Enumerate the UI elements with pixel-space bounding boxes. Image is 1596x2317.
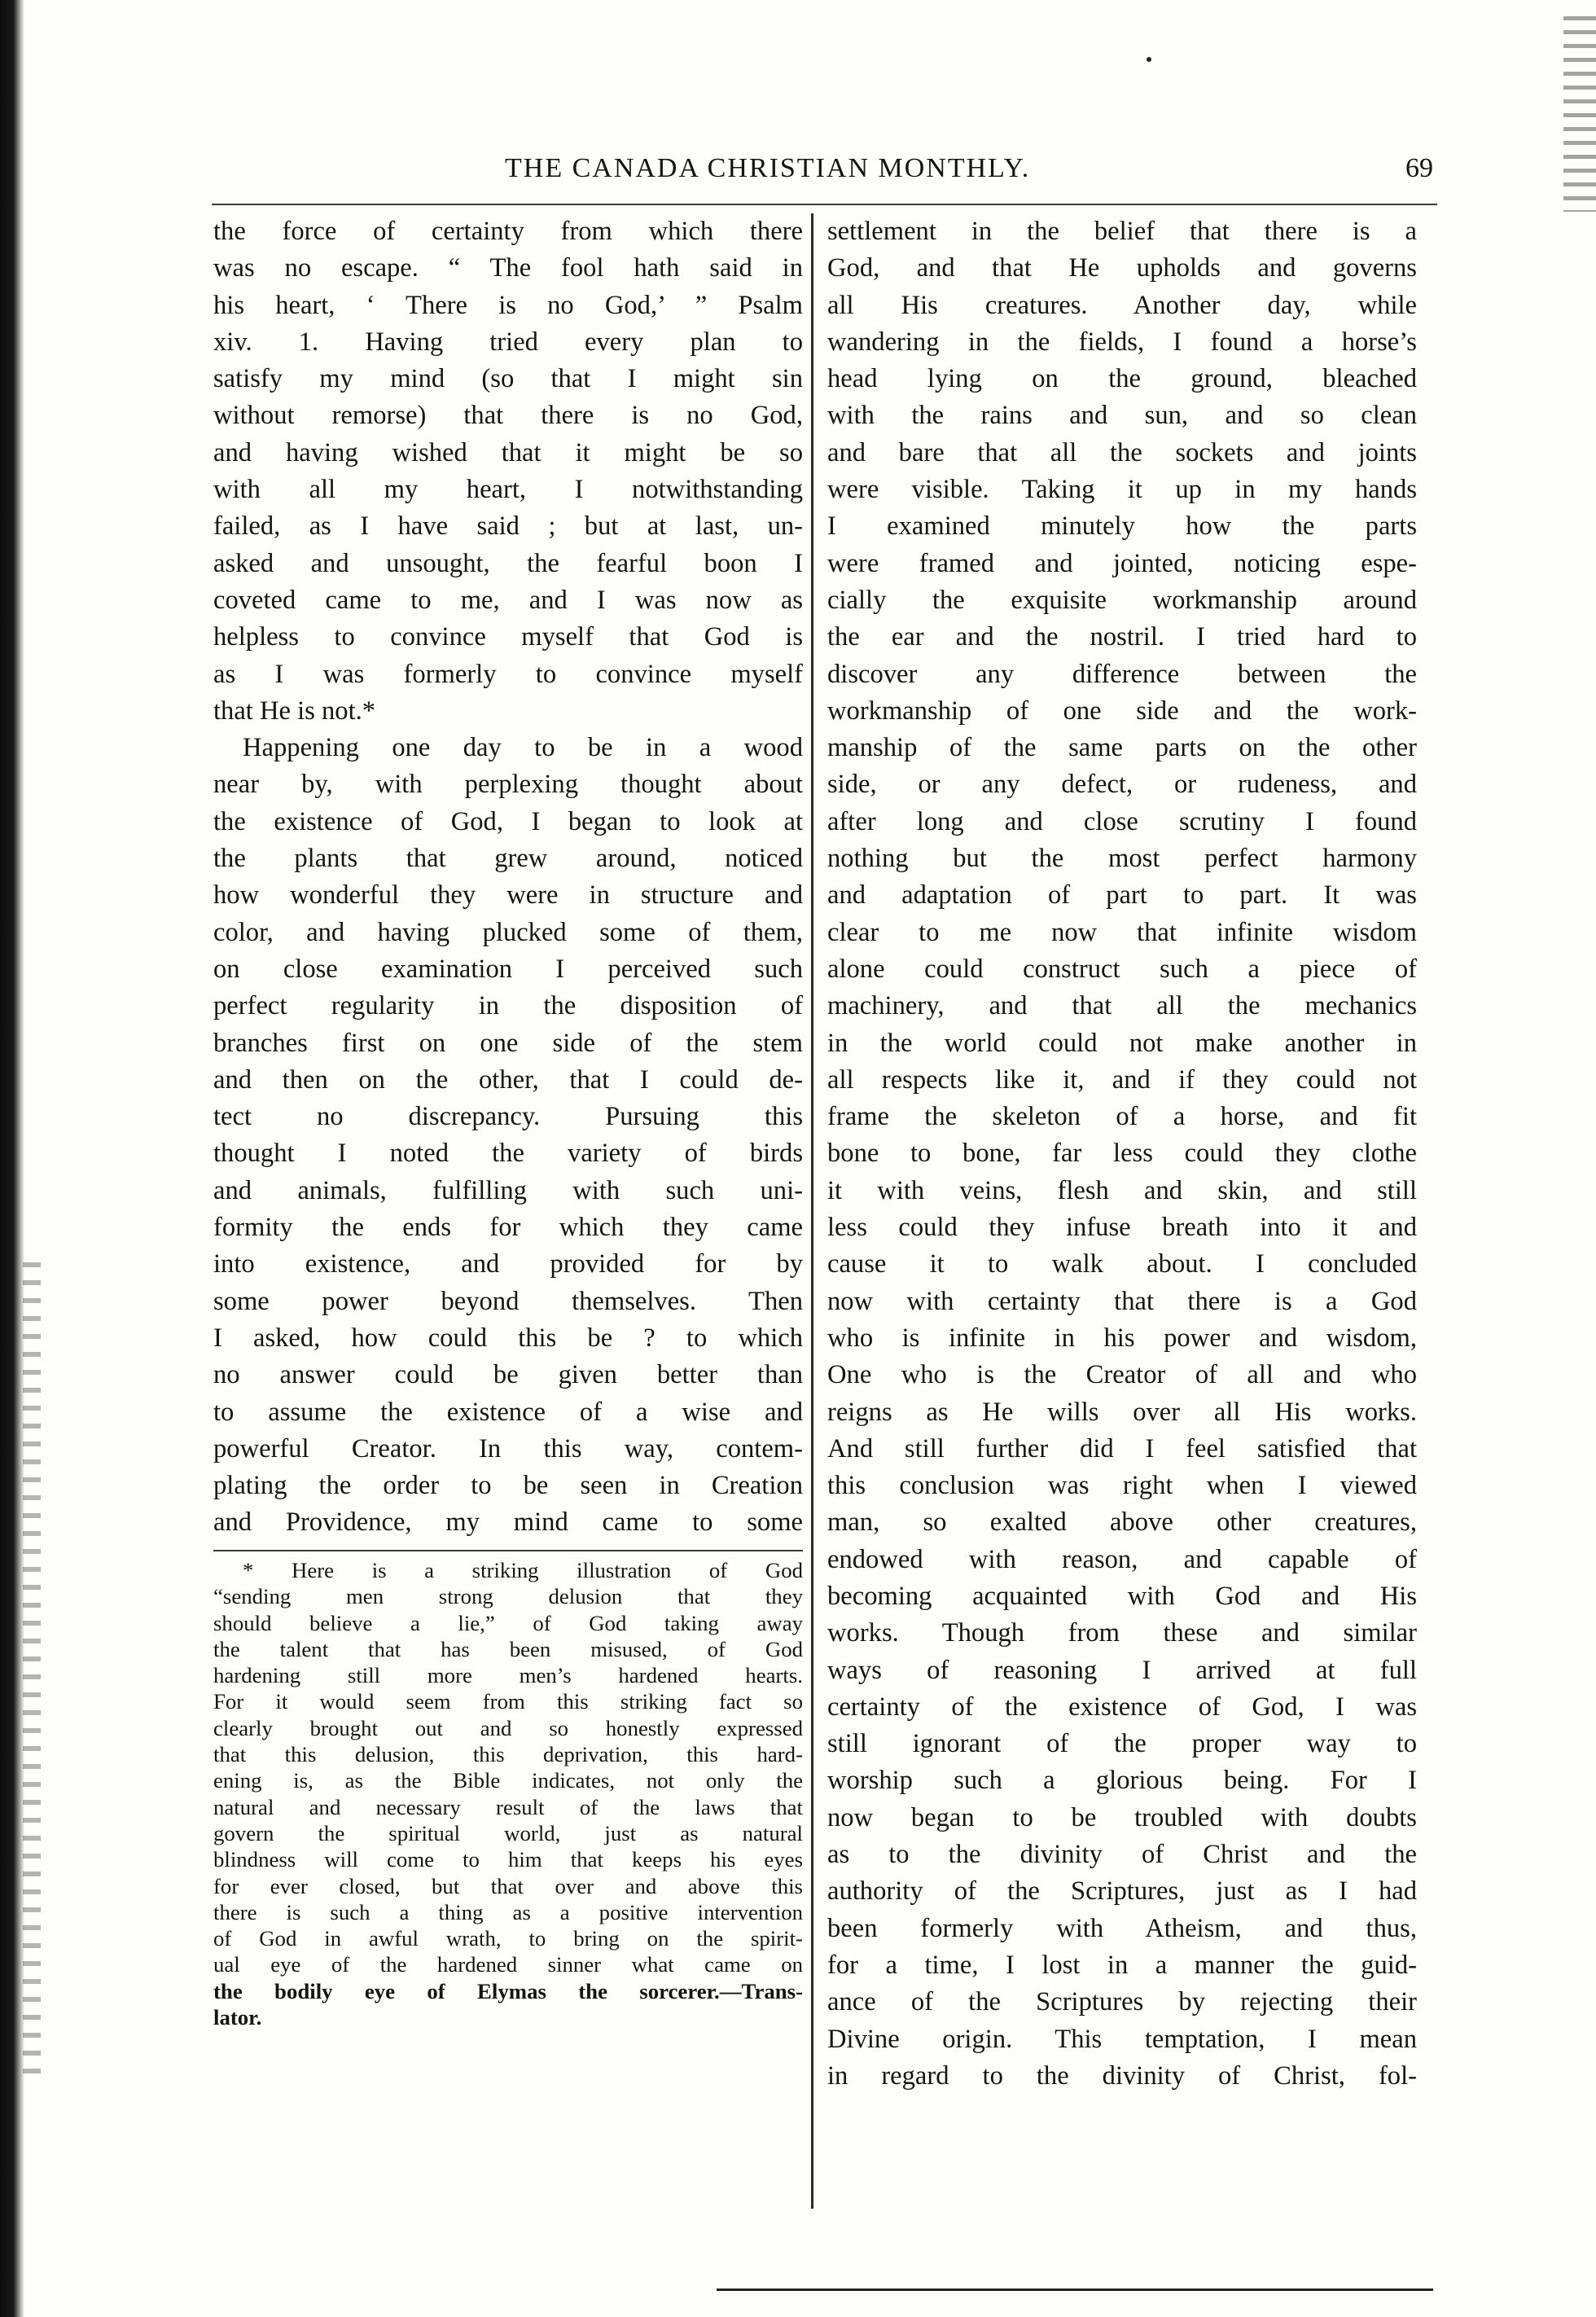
- page-header: [212, 153, 1433, 194]
- text-line: the existence of God, I began to look at: [213, 806, 803, 836]
- text-line: near by, with perplexing thought about: [213, 770, 803, 800]
- text-line: failed, as I have said ; but at last, un-: [213, 511, 803, 542]
- text-line: all respects like it, and if they could not: [827, 1064, 1417, 1095]
- text-line: ance of the Scriptures by rejecting their: [827, 1987, 1417, 2017]
- footnote-line: ual eye of the hardened sinner what came on: [213, 1952, 803, 1977]
- footnote-line: hardening still more men’s hardened hearts.: [213, 1663, 803, 1688]
- paragraph-start-line: Happening one day to be in a wood: [243, 733, 803, 763]
- text-line: perfect regularity in the disposition of: [213, 991, 803, 1021]
- text-line: certainty of the existence of God, I was: [827, 1692, 1417, 1722]
- footnote-line: clearly brought out and so honestly expressed: [213, 1715, 803, 1740]
- text-line: who is infinite in his power and wisdom,: [827, 1323, 1417, 1353]
- text-line: worship such a glorious being. For I: [827, 1766, 1417, 1796]
- footnote-line: natural and necessary result of the laws that: [213, 1794, 803, 1819]
- text-line: as I was formerly to convince myself: [213, 659, 803, 689]
- text-line: with the rains and sun, and so clean: [827, 401, 1417, 431]
- footnote-line: blindness will come to him that keeps his eyes: [213, 1847, 803, 1872]
- text-line: the plants that grew around, noticed: [213, 844, 803, 874]
- text-line: helpless to convince myself that God is: [213, 622, 803, 652]
- footnote-line: should believe a lie,” of God taking away: [213, 1610, 803, 1635]
- page-number: 69: [1405, 153, 1433, 183]
- text-line: works. Though from these and similar: [827, 1618, 1417, 1648]
- text-line: becoming acquainted with God and His: [827, 1581, 1417, 1611]
- text-line: were visible. Taking it up in my hands: [827, 475, 1417, 505]
- text-line: after long and close scrutiny I found: [827, 806, 1417, 836]
- text-line: no answer could be given better than: [213, 1360, 803, 1390]
- ink-dot: [1147, 57, 1151, 62]
- text-line: thought I noted the variety of birds: [213, 1139, 803, 1169]
- left-column: [213, 213, 803, 1542]
- footnote-line: govern the spiritual world, just as natural: [213, 1820, 803, 1845]
- text-line: wandering in the fields, I found a horse’s: [827, 327, 1417, 357]
- text-line: God, and that He upholds and governs: [827, 253, 1417, 283]
- text-line: less could they infuse breath into it and: [827, 1213, 1417, 1243]
- text-line: alone could construct such a piece of: [827, 954, 1417, 984]
- footnote-line: For it would seem from this striking fact so: [213, 1689, 803, 1714]
- running-head: THE CANADA CHRISTIAN MONTHLY.: [505, 153, 1031, 183]
- text-line: settlement in the belief that there is a: [827, 217, 1417, 246]
- text-line: and animals, fulfilling with such uni-: [213, 1175, 803, 1205]
- text-line: the ear and the nostril. I tried hard to: [827, 622, 1417, 652]
- text-line: endowed with reason, and capable of: [827, 1544, 1417, 1574]
- header-rule: [212, 204, 1437, 205]
- text-line: reigns as He wills over all His works.: [827, 1397, 1417, 1427]
- text-line: with all my heart, I notwithstanding: [213, 475, 803, 505]
- text-line: some power beyond themselves. Then: [213, 1286, 803, 1316]
- footnote: [213, 1557, 803, 2030]
- text-line: tect no discrepancy. Pursuing this: [213, 1102, 803, 1132]
- text-line: plating the order to be seen in Creation: [213, 1471, 803, 1501]
- text-line: and having wished that it might be so: [213, 437, 803, 467]
- text-line: formity the ends for which they came: [213, 1213, 803, 1243]
- text-line: without remorse) that there is no God,: [213, 401, 803, 431]
- text-line: and bare that all the sockets and joints: [827, 437, 1417, 467]
- right-column: [827, 213, 1417, 2095]
- text-line: this conclusion was right when I viewed: [827, 1471, 1417, 1501]
- text-line: still ignorant of the proper way to: [827, 1729, 1417, 1759]
- text-line: man, so exalted above other creatures,: [827, 1507, 1417, 1538]
- text-line: were framed and jointed, noticing espe-: [827, 548, 1417, 578]
- text-line: side, or any defect, or rudeness, and: [827, 770, 1417, 800]
- text-line: asked and unsought, the fearful boon I: [213, 548, 803, 578]
- text-line: machinery, and that all the mechanics: [827, 991, 1417, 1021]
- text-line: in the world could not make another in: [827, 1028, 1417, 1058]
- binding-edge-specks: [23, 1262, 41, 2077]
- text-line: for a time, I lost in a manner the guid-: [827, 1950, 1417, 1980]
- text-line: that He is not.*: [213, 696, 376, 726]
- text-line: cause it to walk about. I concluded: [827, 1249, 1417, 1279]
- text-line: manship of the same parts on the other: [827, 733, 1417, 763]
- text-line: cially the exquisite workmanship around: [827, 585, 1417, 615]
- text-line: into existence, and provided for by: [213, 1249, 803, 1279]
- text-line: color, and having plucked some of them,: [213, 917, 803, 947]
- column-divider: [811, 213, 813, 2209]
- text-line: branches first on one side of the stem: [213, 1028, 803, 1058]
- text-line: on close examination I perceived such: [213, 954, 803, 984]
- text-line: coveted came to me, and I was now as: [213, 585, 803, 615]
- text-line: frame the skeleton of a horse, and fit: [827, 1102, 1417, 1132]
- text-line: in regard to the divinity of Christ, fol-: [827, 2060, 1417, 2091]
- text-line: now began to be troubled with doubts: [827, 1802, 1417, 1832]
- text-line: powerful Creator. In this way, contem-: [213, 1433, 803, 1463]
- text-line: and adaptation of part to part. It was: [827, 880, 1417, 911]
- text-line: Divine origin. This temptation, I mean: [827, 2024, 1417, 2054]
- text-line: I examined minutely how the parts: [827, 511, 1417, 542]
- text-line: head lying on the ground, bleached: [827, 364, 1417, 394]
- footnote-line: “sending men strong delusion that they: [213, 1584, 803, 1609]
- text-line: as to the divinity of Christ and the: [827, 1840, 1417, 1870]
- text-line: I asked, how could this be ? to which: [213, 1323, 803, 1353]
- text-line: authority of the Scriptures, just as I had: [827, 1876, 1417, 1907]
- footnote-line: there is such a thing as a positive intervention: [213, 1899, 803, 1924]
- footnote-line: that this delusion, this deprivation, this hard-: [213, 1742, 803, 1767]
- text-line: clear to me now that infinite wisdom: [827, 917, 1417, 947]
- text-line: the force of certainty from which there: [213, 217, 803, 246]
- text-line: xiv. 1. Having tried every plan to: [213, 327, 803, 357]
- footnote-rule: [213, 1550, 803, 1551]
- footnote-line: of God in awful wrath, to bring on the spirit-: [213, 1926, 803, 1951]
- scan-noise-right: [1563, 16, 1596, 212]
- text-line: ways of reasoning I arrived at full: [827, 1655, 1417, 1685]
- text-line: satisfy my mind (so that I might sin: [213, 364, 803, 394]
- text-line: One who is the Creator of all and who: [827, 1360, 1417, 1390]
- footnote-line: * Here is a striking illustration of God: [243, 1558, 803, 1582]
- text-line: it with veins, flesh and skin, and still: [827, 1175, 1417, 1205]
- text-line: now with certainty that there is a God: [827, 1286, 1417, 1316]
- text-line: discover any difference between the: [827, 659, 1417, 689]
- text-line: and then on the other, that I could de-: [213, 1064, 803, 1095]
- bottom-rule: [717, 2288, 1433, 2291]
- footnote-attribution: lator.: [213, 2005, 262, 2030]
- text-line: nothing but the most perfect harmony: [827, 844, 1417, 874]
- text-line: and Providence, my mind came to some: [213, 1507, 803, 1538]
- text-line: all His creatures. Another day, while: [827, 290, 1417, 320]
- text-line: was no escape. “ The fool hath said in: [213, 253, 803, 283]
- text-line: bone to bone, far less could they clothe: [827, 1139, 1417, 1169]
- text-line: how wonderful they were in structure and: [213, 880, 803, 911]
- footnote-line: for ever closed, but that over and above this: [213, 1873, 803, 1898]
- text-line: been formerly with Atheism, and thus,: [827, 1913, 1417, 1943]
- binding-edge-shadow: [0, 0, 24, 2317]
- text-line: And still further did I feel satisfied that: [827, 1433, 1417, 1463]
- footnote-line: the bodily eye of Elymas the sorcerer.—Trans-: [213, 1978, 803, 2003]
- text-line: to assume the existence of a wise and: [213, 1397, 803, 1427]
- footnote-line: the talent that has been misused, of God: [213, 1636, 803, 1661]
- text-line: his heart, ‘ There is no God,’ ” Psalm: [213, 290, 803, 320]
- footnote-line: ening is, as the Bible indicates, not only the: [213, 1768, 803, 1793]
- text-line: workmanship of one side and the work-: [827, 696, 1417, 726]
